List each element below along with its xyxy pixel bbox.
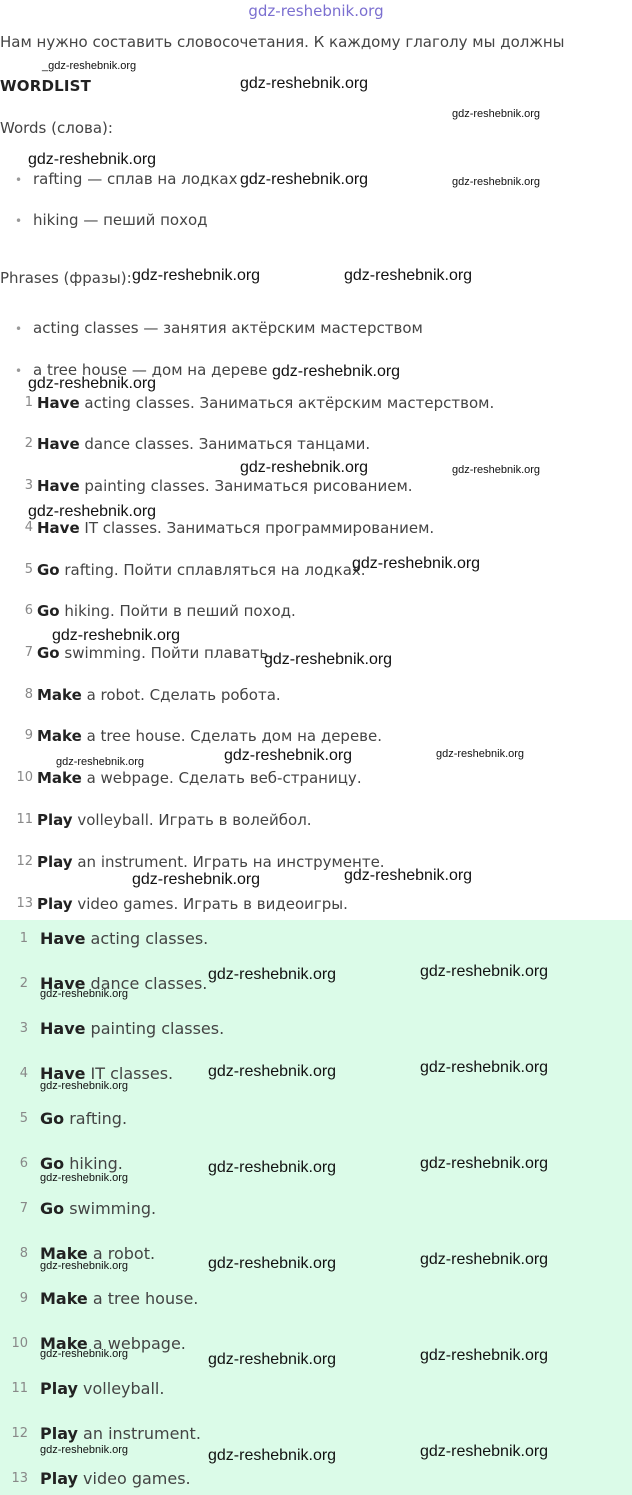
wordlist-title: WORDLIST [0, 77, 92, 95]
translation-row: 6 Go hiking. Пойти в пеший поход. [24, 602, 296, 620]
translation-row: 11 Play volleyball. Играть в волейбол. [16, 811, 312, 829]
watermark: gdz-reshebnik.org [452, 176, 541, 188]
watermark: _gdz-reshebnik.org [42, 60, 137, 72]
answer-row: 3 Have painting classes. [19, 1019, 225, 1038]
watermark: gdz-reshebnik.org [208, 1351, 337, 1368]
translation-row: 10 Make a webpage. Сделать веб-страницу. [16, 769, 362, 787]
watermark: gdz-reshebnik.org [208, 966, 337, 983]
watermark: gdz-reshebnik.org [420, 1251, 549, 1268]
watermark: gdz-reshebnik.org [52, 627, 181, 644]
answer-row: 11 Play volleyball. [11, 1379, 165, 1398]
watermark: gdz-reshebnik.org [28, 151, 157, 168]
watermark: gdz-reshebnik.org [40, 1444, 129, 1456]
phrase-item: • a tree house — дом на дереве [15, 361, 268, 379]
watermark: gdz-reshebnik.org [272, 363, 401, 380]
watermark: gdz-reshebnik.org [132, 871, 261, 888]
answers-panel [0, 920, 632, 1495]
bullet-icon: • [15, 322, 23, 336]
watermark: gdz-reshebnik.org [420, 963, 549, 980]
watermark: gdz-reshebnik.org [344, 267, 473, 284]
watermark: gdz-reshebnik.org [40, 988, 129, 1000]
watermark: gdz-reshebnik.org [208, 1447, 337, 1464]
answer-row: 8 Make a robot. [19, 1244, 156, 1263]
watermark: gdz-reshebnik.org [344, 867, 473, 884]
translation-row: 2 Have dance classes. Заниматься танцами. [24, 435, 371, 453]
watermark: gdz-reshebnik.org [28, 503, 157, 520]
word-item: • rafting — сплав на лодках [15, 170, 238, 188]
answer-row: 6 Go hiking. [19, 1154, 123, 1173]
phrase-item: • acting classes — занятия актёрским мастерством [15, 319, 423, 337]
translation-row: 5 Go rafting. Пойти сплавляться на лодках. [24, 561, 366, 579]
word-item: • hiking — пеший поход [15, 211, 208, 229]
answer-row: 12 Play an instrument. [11, 1424, 201, 1443]
watermark: gdz-reshebnik.org [240, 459, 369, 476]
watermark: gdz-reshebnik.org [240, 171, 369, 188]
phrases-label: Phrases (фразы): [0, 269, 132, 287]
watermark: gdz-reshebnik.org [40, 1260, 129, 1272]
watermark: gdz-reshebnik.org [132, 267, 261, 284]
watermark: gdz-reshebnik.org [452, 108, 541, 120]
answer-row: 4 Have IT classes. [19, 1064, 174, 1083]
watermark: gdz-reshebnik.org [40, 1348, 129, 1360]
translation-row: 1 Have acting classes. Заниматься актёрским мастерством. [24, 394, 495, 412]
watermark: gdz-reshebnik.org [240, 75, 369, 92]
bullet-icon: • [15, 214, 23, 228]
watermark: gdz-reshebnik.org [264, 651, 393, 668]
translation-row: 8 Make a robot. Сделать робота. [24, 686, 281, 704]
watermark: gdz-reshebnik.org [40, 1080, 129, 1092]
bullet-icon: • [15, 173, 23, 187]
answer-row: 5 Go rafting. [19, 1109, 128, 1128]
watermark: gdz-reshebnik.org [40, 1172, 129, 1184]
intro-text: Нам нужно составить словосочетания. К каждому глаголу мы должны [0, 33, 565, 51]
bullet-icon: • [15, 364, 23, 378]
watermark: gdz-reshebnik.org [208, 1255, 337, 1272]
site-header-link[interactable]: gdz-reshebnik.org [248, 2, 384, 20]
answer-row: 9 Make a tree house. [19, 1289, 199, 1308]
watermark: gdz-reshebnik.org [208, 1063, 337, 1080]
translation-row: 12 Play an instrument. Играть на инструменте. [16, 853, 385, 871]
answer-row: 10 Make a webpage. [11, 1334, 186, 1353]
translation-row: 13 Play video games. Играть в видеоигры. [16, 895, 348, 913]
answer-row: 2 Have dance classes. [19, 974, 208, 993]
watermark: gdz-reshebnik.org [452, 464, 541, 476]
watermark: gdz-reshebnik.org [420, 1155, 549, 1172]
translation-row: 7 Go swimming. Пойти плавать. [24, 644, 274, 662]
translation-row: 4 Have IT classes. Заниматься программированием. [24, 519, 435, 537]
watermark: gdz-reshebnik.org [420, 1443, 549, 1460]
answer-row: 7 Go swimming. [19, 1199, 157, 1218]
watermark: gdz-reshebnik.org [208, 1159, 337, 1176]
watermark: gdz-reshebnik.org [224, 747, 353, 764]
answer-row: 1 Have acting classes. [19, 929, 209, 948]
watermark: gdz-reshebnik.org [56, 756, 145, 768]
watermark: gdz-reshebnik.org [420, 1059, 549, 1076]
translation-row: 9 Make a tree house. Сделать дом на дереве. [24, 727, 383, 745]
words-label: Words (слова): [0, 119, 113, 137]
translation-row: 3 Have painting classes. Заниматься рисованием. [24, 477, 413, 495]
watermark: gdz-reshebnik.org [420, 1347, 549, 1364]
watermark: gdz-reshebnik.org [28, 375, 157, 392]
answer-row: 13 Play video games. [11, 1469, 191, 1488]
watermark: gdz-reshebnik.org [352, 555, 481, 572]
watermark: gdz-reshebnik.org [436, 748, 525, 760]
